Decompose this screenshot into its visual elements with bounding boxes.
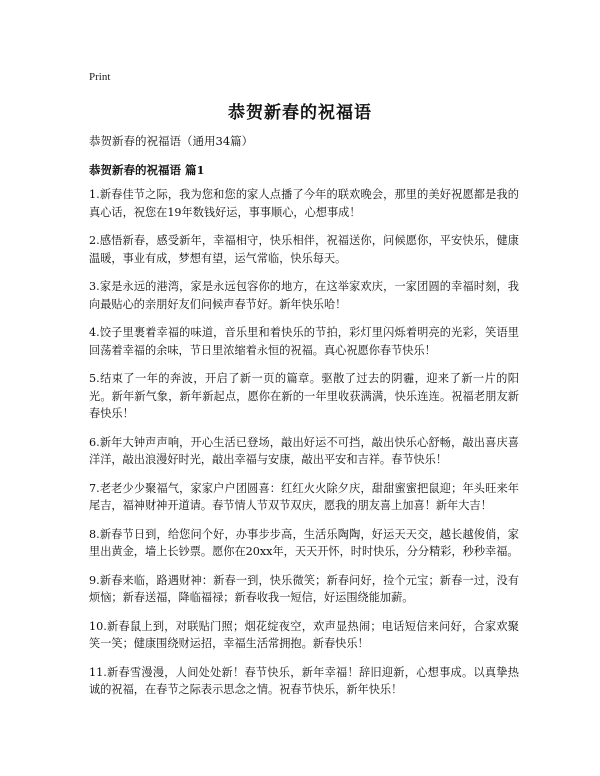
greeting-entry: 10.新春鼠上到，对联贴门照；烟花绽夜空，欢声显热闹；电话短信来问好，合家欢聚笑一笑；健康围绕财运招，幸福生活常拥抱。新春快乐！ xyxy=(89,619,519,650)
greeting-entry: 9.新春来临，路遇财神：新春一到，快乐微笑；新春问好，捡个元宝；新春一过，没有烦恼；新春送福，降临福禄；新春收我一短信，好运围绕能加薪。 xyxy=(89,573,519,604)
section-heading: 恭贺新春的祝福语 篇1 xyxy=(89,163,205,177)
greeting-entry: 5.结束了一年的奔波，开启了新一页的篇章。驱散了过去的阴霾，迎来了新一片的阳光。新年新气象，新年新起点，愿你在新的一年里收获满满，快乐连连。祝福老朋友新春快乐！ xyxy=(89,372,519,420)
greeting-entry: 3.家是永远的港湾，家是永远包容你的地方，在这举家欢庆，一家团圆的幸福时刻，我向最贴心的亲朋好友们问候声春节好。新年快乐哈！ xyxy=(89,280,519,311)
document-subtitle: 恭贺新春的祝福语（通用34篇） xyxy=(89,134,254,148)
greeting-entry: 11.新春雪漫漫，人间处处新！春节快乐，新年幸福！辞旧迎新，心想事成。以真挚热诚的祝福，在春节之际表示思念之情。祝春节快乐，新年快乐！ xyxy=(89,665,519,696)
greeting-entry: 6.新年大钟声声响，开心生活已登场，敲出好运不可挡，敲出快乐心舒畅，敲出喜庆喜洋洋，敲出浪漫好时光，敲出幸福与安康，敲出平安和吉祥。春节快乐！ xyxy=(89,435,519,466)
print-link[interactable]: Print xyxy=(89,71,111,83)
page-title: 恭贺新春的祝福语 xyxy=(228,103,372,123)
greeting-entry: 4.饺子里裹着幸福的味道，音乐里和着快乐的节拍，彩灯里闪烁着明亮的光彩，笑语里回荡着幸福的余味，节日里浓缩着永恒的祝福。真心祝愿你春节快乐！ xyxy=(89,326,519,357)
greeting-list xyxy=(89,186,519,710)
greeting-entry: 2.感悟新春，感受新年，幸福相守，快乐相伴，祝福送你，问候愿你，平安快乐，健康温暖，事业有成，梦想有望，运气常临，快乐每天。 xyxy=(89,234,519,265)
greeting-entry: 7.老老少少聚福气，家家户户团圆喜：红红火火除夕庆，甜甜蜜蜜把鼠迎；年头旺来年尾吉，福神财神开道请。春节情人节双节双庆，愿我的朋友喜上加喜！新年大吉！ xyxy=(89,481,519,512)
greeting-entry: 8.新春节日到，给您问个好，办事步步高，生活乐陶陶，好运天天交，越长越俊俏，家里出黄金，墙上长钞票。愿你在20xx年，天天开怀，时时快乐，分分精彩，秒秒幸福。 xyxy=(89,527,519,558)
greeting-entry: 1.新春佳节之际，我为您和您的家人点播了今年的联欢晚会，那里的美好祝愿都是我的真心话，祝您在19年数钱好运，事事顺心，心想事成！ xyxy=(89,188,519,219)
